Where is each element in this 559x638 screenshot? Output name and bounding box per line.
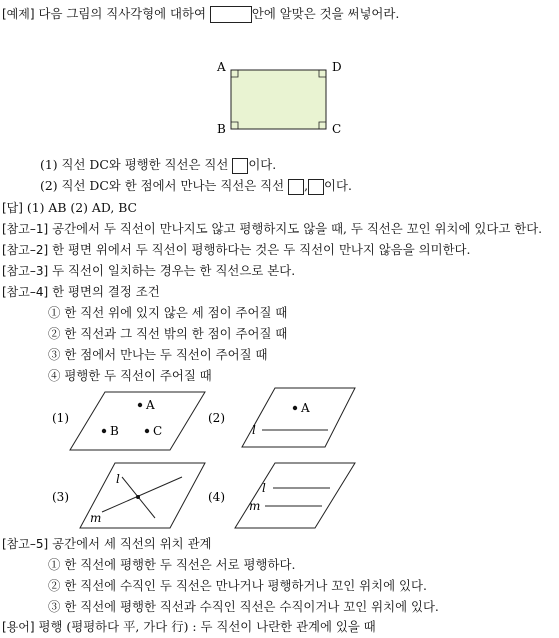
plane-fig-4-number: (4) <box>208 490 225 504</box>
question-2-blank-1 <box>288 179 304 195</box>
line-m-fig3 <box>102 477 182 512</box>
plane-fig-2 <box>242 388 355 447</box>
point-a-label: A <box>146 398 155 412</box>
question-1-after: 이다. <box>248 157 277 172</box>
example-prompt-after: 안에 알맞은 것을 써넣어라. <box>251 6 400 21</box>
note-1-text: 공간에서 두 직선이 만나지도 않고 평행하지도 않을 때, 두 직선은 꼬인 위치에 있다고 한다. <box>52 221 543 236</box>
point-c-label: C <box>153 424 163 438</box>
plane-fig-1-number: (1) <box>52 411 69 425</box>
example-prompt-before: 다음 그림의 직사각형에 대하여 <box>38 6 206 21</box>
plane-fig-2-number: (2) <box>208 411 225 425</box>
note-2 <box>2 242 470 258</box>
answer-text: (1) AB (2) AD, BC <box>26 200 138 215</box>
note-2-tag: [참고–2] <box>2 243 49 257</box>
question-2-after: 이다. <box>324 178 352 193</box>
note-2-text: 한 평면 위에서 두 직선이 평행하다는 것은 두 직선이 만나지 않음을 의미한다. <box>52 242 471 257</box>
note-3 <box>2 263 295 279</box>
answer-tag: [답] <box>2 201 23 215</box>
note-1-tag: [참고–1] <box>2 222 49 236</box>
point-a <box>138 403 142 407</box>
question-1-number: (1) <box>40 157 58 172</box>
note-3-tag: [참고–3] <box>2 264 49 278</box>
note-5-item-2: ② 한 직선에 수직인 두 직선은 만나거나 평행하거나 꼬인 위치에 있다. <box>48 578 427 593</box>
line-m-fig4-label: m <box>249 499 261 513</box>
question-1 <box>40 157 276 174</box>
question-2-number: (2) <box>40 178 58 193</box>
note-5-item-3: ③ 한 직선에 평행한 직선과 수직인 직선은 수직이거나 꼬인 위치에 있다. <box>48 599 439 614</box>
vertex-label-a: A <box>217 60 226 74</box>
point-b-label: B <box>110 424 119 438</box>
question-2-separator: , <box>304 178 309 193</box>
vertex-label-d: D <box>332 60 342 74</box>
line-l-fig2-label: l <box>252 423 256 437</box>
line-l-fig3-label: l <box>116 472 120 486</box>
condition-1: ① 한 직선 위에 있지 않은 세 점이 주어질 때 <box>48 305 288 320</box>
point-c <box>145 429 149 433</box>
note-5 <box>2 536 212 552</box>
intersection-point <box>136 495 140 499</box>
note-4-tag: [참고–4] <box>2 285 49 299</box>
plane-fig-3-number: (3) <box>52 490 69 504</box>
note-5-tag: [참고–5] <box>2 537 49 551</box>
question-2-text: 직선 DC와 한 점에서 만나는 직선은 직선 <box>61 178 285 193</box>
term-line <box>2 619 376 635</box>
condition-2: ② 한 직선과 그 직선 밖의 한 점이 주어질 때 <box>48 326 288 341</box>
plane-fig-4 <box>235 463 355 528</box>
term-tag: [용어] <box>2 620 35 634</box>
plane-figures <box>40 385 370 535</box>
condition-4: ④ 평행한 두 직선이 주어질 때 <box>48 368 212 383</box>
rectangle-abcd <box>231 70 326 129</box>
note-4-text: 한 평면의 결정 조건 <box>52 284 160 299</box>
answer-blank-box <box>210 6 252 23</box>
point-a-fig2-label: A <box>301 401 310 415</box>
answer-line <box>2 200 137 216</box>
question-1-blank <box>232 158 248 174</box>
plane-fig-1 <box>70 392 205 450</box>
note-5-item-1: ① 한 직선에 평행한 두 직선은 서로 평행하다. <box>48 557 296 572</box>
note-4 <box>2 284 160 300</box>
condition-3: ③ 한 점에서 만나는 두 직선이 주어질 때 <box>48 347 268 362</box>
line-m-fig3-label: m <box>90 511 102 525</box>
term-text: 평행 (평평하다 平, 가다 行) : 두 직선이 나란한 관계에 있을 때 <box>38 619 376 634</box>
vertex-label-b: B <box>217 122 226 136</box>
note-5-text: 공간에서 세 직선의 위치 관계 <box>52 536 212 551</box>
question-2 <box>40 178 352 195</box>
line-l-fig4-label: l <box>262 481 266 495</box>
rectangle-figure <box>205 55 355 140</box>
question-1-text: 직선 DC와 평행한 직선은 직선 <box>61 157 229 172</box>
example-line <box>2 6 399 23</box>
point-a-fig2 <box>293 406 297 410</box>
vertex-label-c: C <box>332 122 342 136</box>
note-3-text: 두 직선이 일치하는 경우는 한 직선으로 본다. <box>52 263 296 278</box>
question-2-blank-2 <box>308 179 324 195</box>
note-1 <box>2 221 542 237</box>
point-b <box>102 429 106 433</box>
example-tag: [예제] <box>2 7 35 21</box>
